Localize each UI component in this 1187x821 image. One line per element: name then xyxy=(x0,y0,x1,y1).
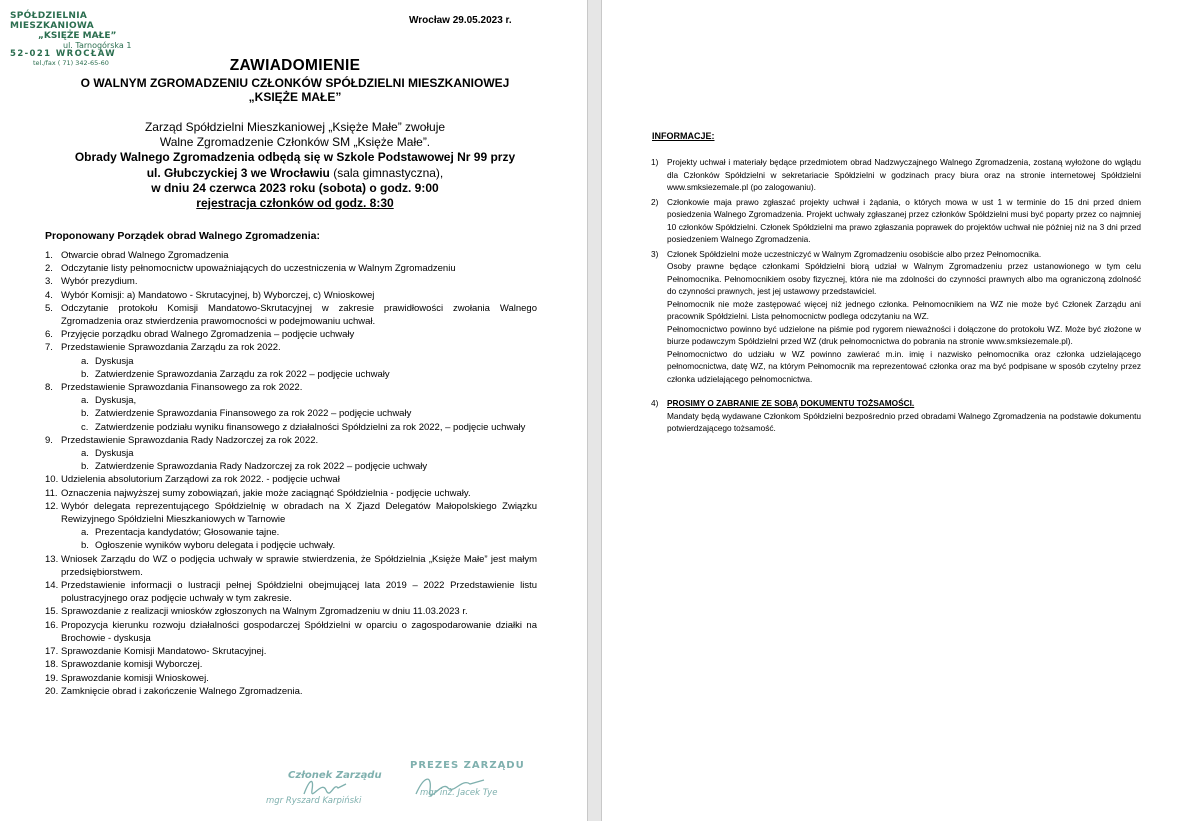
agenda-list xyxy=(45,249,537,698)
signature-title: PREZES ZARZĄDU xyxy=(410,760,525,771)
agenda-item-number: 5. xyxy=(45,302,53,314)
agenda-item-text: Przedstawienie informacji o lustracji pełnej Spółdzielni obejmującej lata 2019 – 2022 Przedstawienie listu polustracyjnego oraz podjęcie uchwały w tym zakresie. xyxy=(61,580,537,605)
agenda-subitem-text: Zatwierdzenie Sprawozdania Finansowego za rok 2022 – podjęcie uchwały xyxy=(95,408,412,420)
agenda-item-number: 12. xyxy=(45,500,59,512)
agenda-item-number: 17. xyxy=(45,646,59,658)
agenda-item xyxy=(45,341,537,354)
document-page-right xyxy=(601,0,1187,821)
agenda-heading: Proponowany Porządek obrad Walnego Zgromadzenia: xyxy=(45,230,320,242)
announcement-line xyxy=(40,166,550,181)
agenda-item-number: 7. xyxy=(45,342,53,354)
info-item-paragraph: Członek Spółdzielni może uczestniczyć w Walnym Zgromadzeniu osobiście albo przez Pełnomocnika. xyxy=(667,248,1042,259)
agenda-subitem-letter: b. xyxy=(81,368,89,380)
info-item-number: 1) xyxy=(651,157,659,167)
agenda-item-text: Przedstawienie Sprawozdania Finansowego za rok 2022. xyxy=(61,382,303,394)
agenda-item xyxy=(45,672,537,685)
info-item-paragraph: Pełnomocnictwo do udziału w WZ powinno zawierać m.in. imię i nazwisko pełnomocnika oraz członka udzielającego pełnomocnictwa, datę WZ, na którym Pełnomocnik ma reprezentować członka oraz ma być podpisane w sposób czytelny przez członka udzielającego pełnomocnictwa. xyxy=(667,348,1141,384)
agenda-subitem-text: Zatwierdzenie Sprawozdania Rady Nadzorczej za rok 2022 – podjęcie uchwały xyxy=(95,461,428,473)
agenda-item xyxy=(45,262,537,275)
agenda-item xyxy=(45,473,537,486)
agenda-item-number: 1. xyxy=(45,250,53,261)
agenda-item-number: 20. xyxy=(45,685,59,697)
agenda-item xyxy=(45,381,537,394)
agenda-item xyxy=(45,500,537,526)
agenda-item-text: Wybór delegata reprezentującego Spółdzielnię w obradach na X Zjazd Delegatów Małopolskiego Związku Rewizyjnego Spółdzielni Mieszkaniowych w Tarnowie xyxy=(61,500,537,526)
agenda-item-text: Sprawozdanie komisji Wyborczej. xyxy=(61,659,203,671)
agenda-subitem xyxy=(45,526,537,539)
agenda-item xyxy=(45,302,537,328)
agenda-subitem xyxy=(45,368,537,381)
agenda-subitem-text: Dyskusja xyxy=(95,355,134,367)
agenda-item xyxy=(45,289,537,302)
agenda-item-text: Oznaczenia najwyższej sumy zobowiązań, jakie może zaciągnąć Spółdzielnia - podjęcie uchwały. xyxy=(61,487,471,499)
info-item-paragraph: Osoby prawne będące członkami Spółdzielni biorą udział w Walnym Zgromadzeniu przez ustanowionego w tym celu Pełnomocnika. Pełnomocnikiem osoby fizycznej, która nie ma zdolności do czynności prawnych albo ma ograniczoną zdolność do czynności prawnych, jest jej ustawowy przedstawiciel. xyxy=(667,261,1141,296)
info-spacer xyxy=(651,387,1141,397)
document-date: Wrocław 29.05.2023 r. xyxy=(409,15,512,26)
agenda-subitem-text: Zatwierdzenie podziału wyniku finansowego z działalności Spółdzielni za rok 2022, – podjęcie uchwały xyxy=(95,421,526,433)
agenda-item-text: Sprawozdanie Komisji Mandatowo- Skrutacyjnej. xyxy=(61,646,267,658)
agenda-item-number: 9. xyxy=(45,434,53,446)
info-item-text: Projekty uchwał i materiały będące przedmiotem obrad Nadzwyczajnego Walnego Zgromadzenia, zostaną wyłożone do wglądu dla Członków Spółdzielni w sekretariacie Spółdzielni w godzinach pracy biura oraz na stronie internetowej Spółdzielni www.smksiezemale.pl (po zalogowaniu). xyxy=(667,157,1141,192)
info-item xyxy=(651,248,1141,386)
info-item xyxy=(651,397,1141,435)
agenda-item-number: 19. xyxy=(45,672,59,684)
document-subtitle: „KSIĘŻE MAŁE” xyxy=(248,90,342,104)
stamp-line: ul. Tarnogórska 1 xyxy=(63,40,132,50)
meeting-datetime: w dniu 24 czerwca 2023 roku (sobota) o godz. 9:00 xyxy=(151,180,439,195)
info-item-text: Członkowie maja prawo zgłaszać projekty uchwał i żądania, o których mowa w ust 1 w terminie do 15 dni przed dniem posiedzenia Walnego Zgromadzenia. Projekt uchwały zgłaszanej przez członków Spółdzielni musi być poparty przez co najmniej 10 członków Spółdzielni. Członek Spółdzielni ma prawo zgłaszania poprawek do projektów uchwał nie później niż na 3 dni przed posiedzeniem Walnego Zgromadzenia. xyxy=(667,196,1141,244)
announcement-line: Obrady Walnego Zgromadzenia odbędą się w Szkole Podstawowej Nr 99 przy xyxy=(74,150,516,165)
document-subtitle: O WALNYM ZGROMADZENIU CZŁONKÓW SPÓŁDZIELNI MIESZKANIOWEJ xyxy=(80,76,510,90)
agenda-subitem xyxy=(45,539,537,552)
agenda-item-number: 4. xyxy=(45,289,53,301)
agenda-item-number: 11. xyxy=(45,487,58,499)
agenda-subitem-text: Dyskusja xyxy=(95,448,134,460)
agenda-subitem-letter: b. xyxy=(81,461,89,473)
info-item-paragraph: Pełnomocnik nie może zastępować więcej niż jednego członka. Pełnomocnikiem na WZ nie może być Członek Zarządu ani pracownik Spółdzielni. Lista pełnomocnictw podlega odczytaniu na WZ. xyxy=(667,298,1141,321)
agenda-item-text: Propozycja kierunku rozwoju działalności gospodarczej Spółdzielni w oparciu o zagospodarowanie działki na Brochowie - dyskusja xyxy=(61,619,537,644)
info-item-heading: PROSIMY O ZABRANIE ZE SOBĄ DOKUMENTU TOŻSAMOŚCI. xyxy=(667,398,915,408)
stamp-line: „KSIĘŻE MAŁE” xyxy=(38,30,117,41)
info-item-number: 2) xyxy=(651,196,659,207)
agenda-subitem xyxy=(45,460,537,473)
agenda-item xyxy=(45,275,537,288)
agenda-item-text: Odczytanie listy pełnomocnictw upoważniających do uczestniczenia w Walnym Zgromadzeniu xyxy=(61,263,456,275)
agenda-item-text: Wybór Komisji: a) Mandatowo - Skrutacyjnej, b) Wyborczej, c) Wnioskowej xyxy=(61,289,375,301)
agenda-item-text: Przedstawienie Sprawozdania Rady Nadzorczej za rok 2022. xyxy=(61,434,319,446)
agenda-subitem-letter: c. xyxy=(81,421,89,433)
signature-name: mgr inż. Jacek Tye xyxy=(420,788,498,798)
agenda-item-number: 8. xyxy=(45,382,53,394)
agenda-subitem xyxy=(45,407,537,420)
agenda-subitem xyxy=(45,447,537,460)
agenda-item-number: 16. xyxy=(45,619,59,631)
agenda-item-text: Udzielenia absolutorium Zarządowi za rok 2022. - podjęcie uchwał xyxy=(61,474,340,486)
info-item-paragraph: Pełnomocnictwo powinno być udzielone na piśmie pod rygorem nieważności i dołączone do protokołu WZ. Może być złożone w biurze podawczym Spółdzielni przed WZ (druk pełnomocnictwa do pobrania na stronie www.smksiezemale.pl). xyxy=(667,323,1141,346)
agenda-subitem-text: Dyskusja, xyxy=(95,395,137,407)
agenda-item-text: Otwarcie obrad Walnego Zgromadzenia xyxy=(61,250,229,261)
venue-note: (sala gimnastyczna), xyxy=(329,165,444,180)
handwritten-signature-icon xyxy=(300,776,360,798)
info-item xyxy=(651,156,1141,194)
announcement-line: Zarząd Spółdzielni Mieszkaniowej „Księże Małe” zwołuje xyxy=(144,120,446,134)
agenda-item xyxy=(45,553,537,579)
agenda-item-text: Odczytanie protokołu Komisji Mandatowo-Skrutacyjnej w zakresie prawidłowości zwołania Walnego Zgromadzenia oraz stwierdzenia prawomocności w podejmowaniu uchwał. xyxy=(61,302,537,328)
agenda-subitem-text: Prezentacja kandydatów; Głosowanie tajne. xyxy=(95,527,280,539)
information-heading: INFORMACJE: xyxy=(652,131,715,141)
agenda-subitem-text: Zatwierdzenie Sprawozdania Zarządu za rok 2022 – podjęcie uchwały xyxy=(95,368,390,380)
agenda-item-text: Wybór prezydium. xyxy=(61,276,138,288)
agenda-subitem xyxy=(45,394,537,407)
info-item-text: Mandaty będą wydawane Członkom Spółdzielni bezpośrednio przed obradami Walnego Zgromadzenia na podstawie dokumentu potwierdzającego tożsamość. xyxy=(667,410,1141,433)
agenda-item xyxy=(45,487,537,500)
agenda-item xyxy=(45,249,537,262)
agenda-item-number: 2. xyxy=(45,263,53,275)
agenda-item-number: 3. xyxy=(45,276,53,288)
agenda-item xyxy=(45,685,537,698)
information-list xyxy=(651,156,1141,437)
agenda-subitem-text: Ogłoszenie wyników wyboru delegata i podjęcie uchwały. xyxy=(95,540,336,552)
agenda-subitem-letter: a. xyxy=(81,355,89,367)
stamp-line: SPÓŁDZIELNIA MIESZKANIOWA xyxy=(10,11,95,31)
signature-title: Członek Zarządu xyxy=(288,770,382,781)
agenda-subitem-letter: a. xyxy=(81,448,89,460)
agenda-item xyxy=(45,434,537,447)
agenda-item-number: 10. xyxy=(45,474,59,486)
agenda-item xyxy=(45,619,537,645)
agenda-item xyxy=(45,579,537,605)
agenda-subitem-letter: a. xyxy=(81,527,89,539)
agenda-item-number: 6. xyxy=(45,329,53,341)
agenda-item-text: Wniosek Zarządu do WZ o podjęcia uchwały w sprawie stwierdzenia, że Spółdzielnia „Księże Małe” jest małym przedsiębiorstwem. xyxy=(61,553,537,578)
agenda-item-number: 15. xyxy=(45,606,59,618)
agenda-item xyxy=(45,658,537,671)
document-page-left xyxy=(0,0,588,821)
agenda-item-text: Przyjęcie porządku obrad Walnego Zgromadzenia – podjęcie uchwały xyxy=(61,329,355,341)
stamp-line: 52-021 WROCŁAW xyxy=(10,49,117,60)
signature-name: mgr Ryszard Karpiński xyxy=(266,796,362,806)
meeting-announcement xyxy=(40,120,550,211)
info-item-number: 3) xyxy=(651,248,659,259)
document-title: ZAWIADOMIENIE xyxy=(229,57,361,74)
stamp-line: tel./fax ( 71) 342-65-60 xyxy=(33,58,109,67)
agenda-subitem xyxy=(45,421,537,434)
registration-time: rejestracja członków od godz. 8:30 xyxy=(196,196,394,211)
address-text: ul. Głubczyckiej 3 we Wrocławiu xyxy=(146,165,330,180)
agenda-item-text: Sprawozdanie z realizacji wniosków zgłoszonych na Walnym Zgromadzeniu w dniu 11.03.2023 r. xyxy=(61,606,468,618)
agenda-subitem xyxy=(45,355,537,368)
agenda-subitem-letter: a. xyxy=(81,395,89,407)
agenda-item-number: 14. xyxy=(45,580,59,592)
agenda-item xyxy=(45,605,537,618)
info-item-number: 4) xyxy=(651,398,659,408)
agenda-item-text: Sprawozdanie komisji Wnioskowej. xyxy=(61,672,209,684)
agenda-subitem-letter: b. xyxy=(81,540,89,552)
agenda-item-number: 18. xyxy=(45,659,59,671)
announcement-line: Walne Zgromadzenie Członków SM „Księże Małe”. xyxy=(159,135,431,150)
agenda-item-text: Przedstawienie Sprawozdania Zarządu za rok 2022. xyxy=(61,342,281,354)
agenda-item-number: 13. xyxy=(45,553,59,565)
agenda-item xyxy=(45,645,537,658)
agenda-item xyxy=(45,328,537,341)
info-item xyxy=(651,196,1141,246)
agenda-item-text: Zamknięcie obrad i zakończenie Walnego Zgromadzenia. xyxy=(61,685,303,697)
agenda-subitem-letter: b. xyxy=(81,408,89,420)
